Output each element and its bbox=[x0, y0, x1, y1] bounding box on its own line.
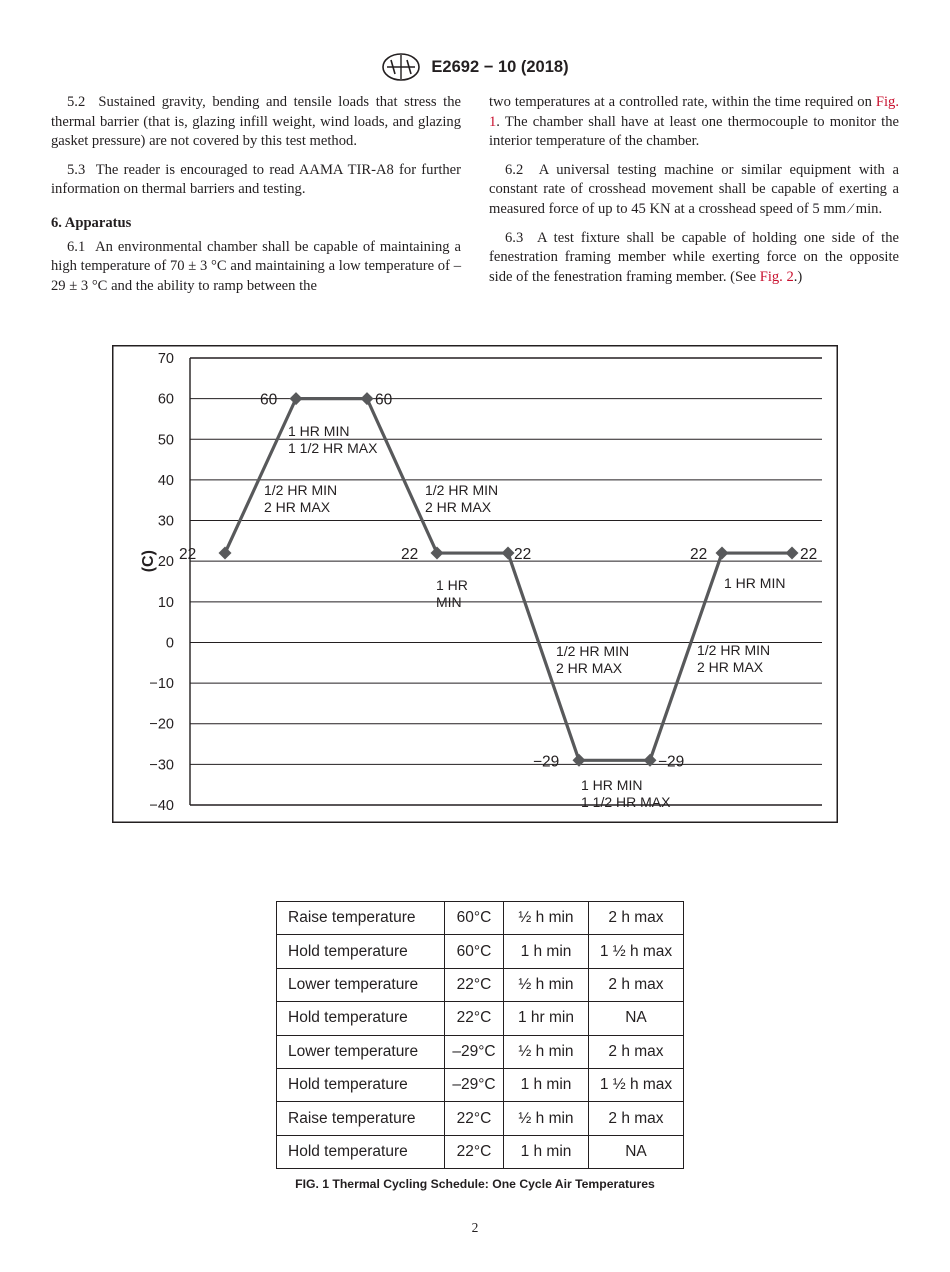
data-label: 22 bbox=[401, 546, 419, 564]
table-row bbox=[277, 1035, 684, 1068]
table-cell: 22°C bbox=[445, 1102, 504, 1135]
y-tick-label: 0 bbox=[165, 635, 174, 652]
table-cell: 2 h max bbox=[589, 968, 684, 1001]
fig-2-link[interactable]: Fig. 2 bbox=[759, 268, 794, 285]
table-cell: 1 hr min bbox=[504, 1002, 589, 1035]
segment-annotation: 1/2 HR MIN bbox=[697, 642, 771, 658]
table-row bbox=[277, 1102, 684, 1135]
data-point bbox=[219, 547, 232, 560]
table-cell: 1 ½ h max bbox=[589, 935, 684, 968]
data-point bbox=[431, 547, 444, 560]
document-id: E2692 − 10 (2018) bbox=[431, 57, 569, 76]
table-cell: Hold temperature bbox=[277, 1068, 445, 1101]
table-cell: –29°C bbox=[445, 1035, 504, 1068]
table-row bbox=[277, 968, 684, 1001]
table-cell: ½ h min bbox=[504, 902, 589, 935]
data-point bbox=[361, 392, 374, 405]
data-point bbox=[716, 547, 729, 560]
table-cell: 1 h min bbox=[504, 1068, 589, 1101]
paragraph-6-1-continued: two temperatures at a controlled rate, within the time required on Fig. 1. The chamber shall have at least one thermocouple to monitor the interior temperature of the chamber. bbox=[489, 94, 899, 150]
table-row bbox=[277, 902, 684, 935]
left-column bbox=[51, 93, 461, 305]
data-label: 60 bbox=[375, 391, 393, 409]
segment-annotation: 1 HR bbox=[436, 577, 468, 593]
table-cell: NA bbox=[589, 1002, 684, 1035]
y-tick-label: −40 bbox=[149, 798, 174, 814]
table-cell: 60°C bbox=[445, 935, 504, 968]
table-cell: 22°C bbox=[445, 968, 504, 1001]
table-cell: 2 h max bbox=[589, 1102, 684, 1135]
table-cell: 2 h max bbox=[589, 902, 684, 935]
astm-logo-icon bbox=[381, 52, 421, 82]
data-label: 22 bbox=[800, 546, 818, 564]
segment-annotation: 1 HR MIN bbox=[581, 777, 643, 793]
table-cell: 60°C bbox=[445, 902, 504, 935]
segment-annotation: 2 HR MAX bbox=[556, 660, 623, 676]
chart-svg bbox=[112, 345, 838, 823]
table-cell: NA bbox=[589, 1135, 684, 1168]
paragraph-6-3: 6.3 A test fixture shall be capable of holding one side of the fenestration framing member while exerting force on the opposite side of the fenestration framing member. (See Fig. 2.) bbox=[489, 229, 899, 285]
segment-annotation: MIN bbox=[436, 594, 462, 610]
segment-annotation: 2 HR MAX bbox=[425, 499, 492, 515]
table-cell: 1 h min bbox=[504, 1135, 589, 1168]
data-label: 22 bbox=[690, 546, 708, 564]
table-row bbox=[277, 1068, 684, 1101]
y-tick-label: −30 bbox=[149, 757, 174, 774]
segment-annotation: 1 HR MIN bbox=[724, 575, 786, 591]
table-cell: 2 h max bbox=[589, 1035, 684, 1068]
data-label: −29 bbox=[658, 753, 685, 771]
table-row bbox=[277, 1135, 684, 1168]
segment-annotation: 1 HR MIN bbox=[288, 423, 350, 439]
right-column bbox=[489, 93, 899, 296]
table-cell: ½ h min bbox=[504, 1035, 589, 1068]
table-cell: 22°C bbox=[445, 1135, 504, 1168]
table-cell: Hold temperature bbox=[277, 1002, 445, 1035]
table-cell: Raise temperature bbox=[277, 1102, 445, 1135]
schedule-table bbox=[276, 901, 684, 1169]
y-tick-label: −10 bbox=[149, 676, 174, 693]
y-tick-label: 10 bbox=[157, 594, 174, 611]
segment-annotation: 1/2 HR MIN bbox=[264, 482, 338, 498]
segment-annotation: 1 1/2 HR MAX bbox=[288, 440, 378, 456]
segment-annotation: 1 1/2 HR MAX bbox=[581, 794, 671, 810]
paragraph-6-2: 6.2 A universal testing machine or similar equipment with a constant rate of crosshead movement shall be capable of exerting a measured force of up to 45 KN at a crosshead speed of 5 mm ⁄ min. bbox=[489, 161, 900, 217]
data-label: 22 bbox=[179, 546, 197, 564]
table-cell: ½ h min bbox=[504, 968, 589, 1001]
figure-caption: FIG. 1 Thermal Cycling Schedule: One Cycle Air Temperatures bbox=[295, 1177, 655, 1191]
table-cell: Hold temperature bbox=[277, 935, 445, 968]
table-cell: Raise temperature bbox=[277, 902, 445, 935]
y-tick-label: 70 bbox=[157, 351, 174, 367]
segment-annotation: 2 HR MAX bbox=[697, 659, 764, 675]
segment-annotation: 1/2 HR MIN bbox=[425, 482, 499, 498]
table-cell: Lower temperature bbox=[277, 968, 445, 1001]
table-cell: 1 ½ h max bbox=[589, 1068, 684, 1101]
table-cell: –29°C bbox=[445, 1068, 504, 1101]
data-label: −29 bbox=[533, 753, 560, 771]
thermal-cycle-chart bbox=[112, 345, 838, 823]
table-cell: ½ h min bbox=[504, 1102, 589, 1135]
page-header bbox=[0, 52, 950, 82]
segment-annotation: 1/2 HR MIN bbox=[556, 643, 630, 659]
paragraph-6-1: 6.1 An environmental chamber shall be capable of maintaining a high temperature of 70 ± 3 °C and maintaining a low temperature of –29 ± 3 °C and the ability to ramp between the bbox=[51, 238, 461, 294]
data-point bbox=[290, 392, 303, 405]
data-point bbox=[502, 547, 515, 560]
paragraph-5-3: 5.3 The reader is encouraged to read AAMA TIR-A8 for further information on thermal barriers and testing. bbox=[51, 161, 462, 198]
table-cell: 1 h min bbox=[504, 935, 589, 968]
y-tick-label: 60 bbox=[157, 391, 174, 408]
y-tick-label: 50 bbox=[157, 432, 174, 449]
section-heading: 6. Apparatus bbox=[51, 214, 132, 231]
table-row bbox=[277, 935, 684, 968]
y-tick-label: 20 bbox=[157, 554, 174, 571]
data-point bbox=[786, 547, 799, 560]
y-axis-label: (C) bbox=[140, 550, 157, 573]
table-row bbox=[277, 1002, 684, 1035]
segment-annotation: 2 HR MAX bbox=[264, 499, 331, 515]
data-label: 22 bbox=[514, 546, 532, 564]
page-number: 2 bbox=[471, 1220, 479, 1235]
table-cell: 22°C bbox=[445, 1002, 504, 1035]
table-cell: Lower temperature bbox=[277, 1035, 445, 1068]
y-tick-label: −20 bbox=[149, 716, 174, 733]
data-label: 60 bbox=[260, 391, 278, 409]
y-tick-label: 30 bbox=[157, 513, 174, 530]
table-cell: Hold temperature bbox=[277, 1135, 445, 1168]
fig-1-link[interactable]: Fig. 1 bbox=[489, 94, 899, 130]
paragraph-5-2: 5.2 Sustained gravity, bending and tensile loads that stress the thermal barrier (that is, glazing infill weight, wind loads, and glazing gasket pressure) are not covered by this test method. bbox=[51, 94, 462, 150]
y-tick-label: 40 bbox=[157, 472, 174, 489]
